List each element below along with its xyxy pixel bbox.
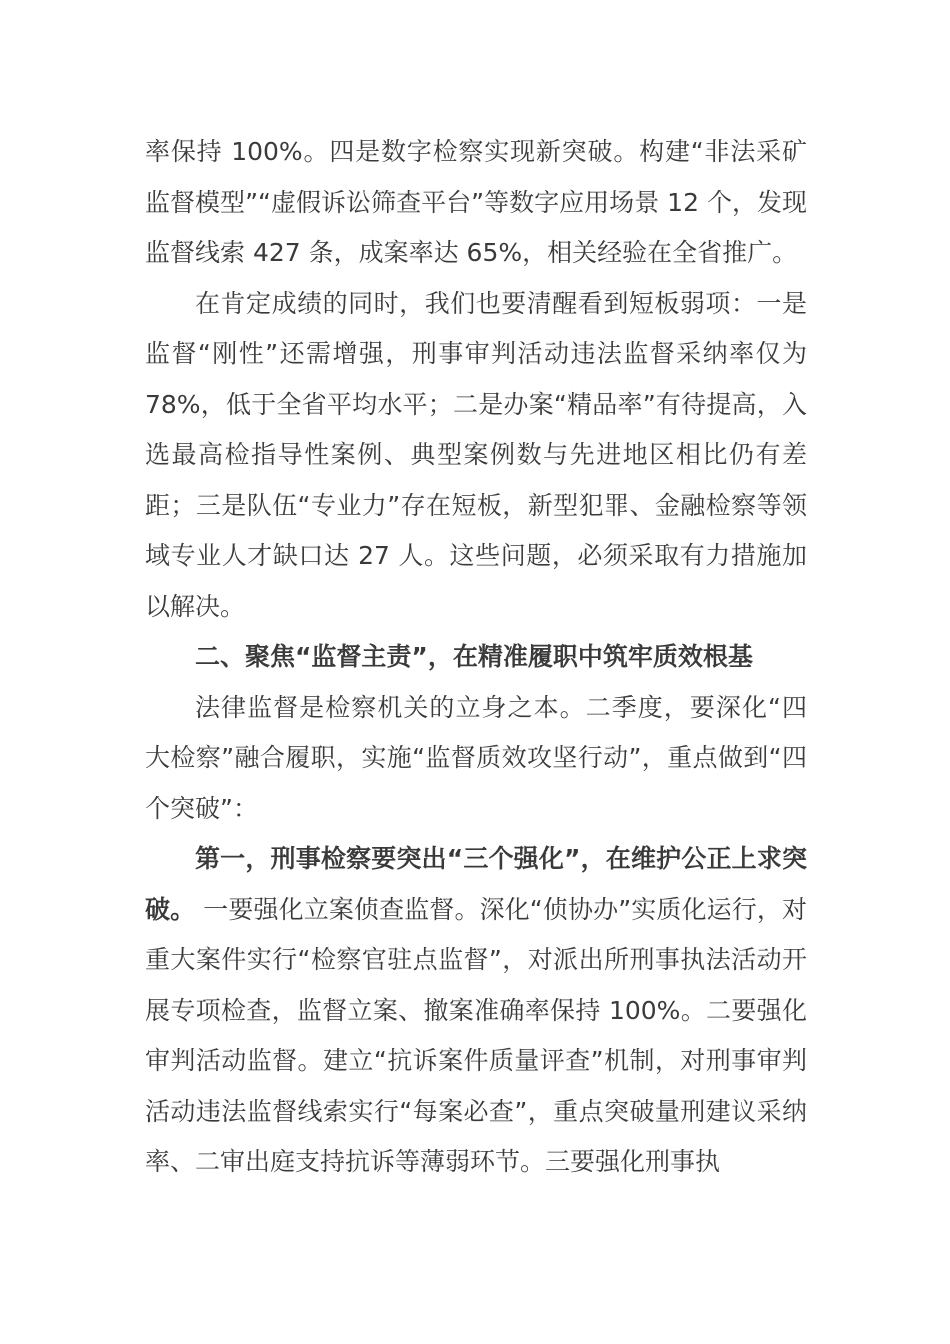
paragraph-body-text: 一要强化立案侦查监督。深化“侦协办”实质化运行，对重大案件实行“检察官驻点监督”，对派出所刑事执法活动开展专项检查，监督立案、撤案准确率保持 100%。二要强化审判活动监督。建立“抗诉案件质量评查”机制，对刑事审判活动违法监督线索实行“每案必查”，重点突破量刑建议采纳率、二审出庭支持抗诉等薄弱环节。三要强化刑事执 [145, 894, 807, 1176]
paragraph-weaknesses: 在肯定成绩的同时，我们也要清醒看到短板弱项：一是监督“刚性”还需增强，刑事审判活动违法监督采纳率仅为 78%，低于全省平均水平；二是办案“精品率”有待提高，入选最高检指导性案例、典型案例数与先进地区相比仍有差距；三是队伍“专业力”存在短板，新型犯罪、金融检察等领域专业人才缺口达 27 人。这些问题，必须采取有力措施加以解决。 [145, 288, 807, 621]
document-body [145, 127, 807, 1188]
paragraph-legal-supervision: 法律监督是检察机关的立身之本。二季度，要深化“四大检察”融合履职，实施“监督质效攻坚行动”，重点做到“四个突破”： [145, 692, 807, 823]
paragraph-digital-procuratorate: 率保持 100%。四是数字检察实现新突破。构建“非法采矿监督模型”“虚假诉讼筛查平台”等数字应用场景 12 个，发现监督线索 427 条，成案率达 65%，相关经验在全省推广。 [145, 137, 807, 267]
paragraph-criminal-procuratorate [145, 834, 807, 1188]
paragraph-lead-bold: 第一，刑事检察要突出“三个强化”，在维护公正上求突破。 [145, 844, 807, 924]
section-heading-2: 二、聚焦“监督主责”，在精准履职中筑牢质效根基 [195, 642, 753, 671]
